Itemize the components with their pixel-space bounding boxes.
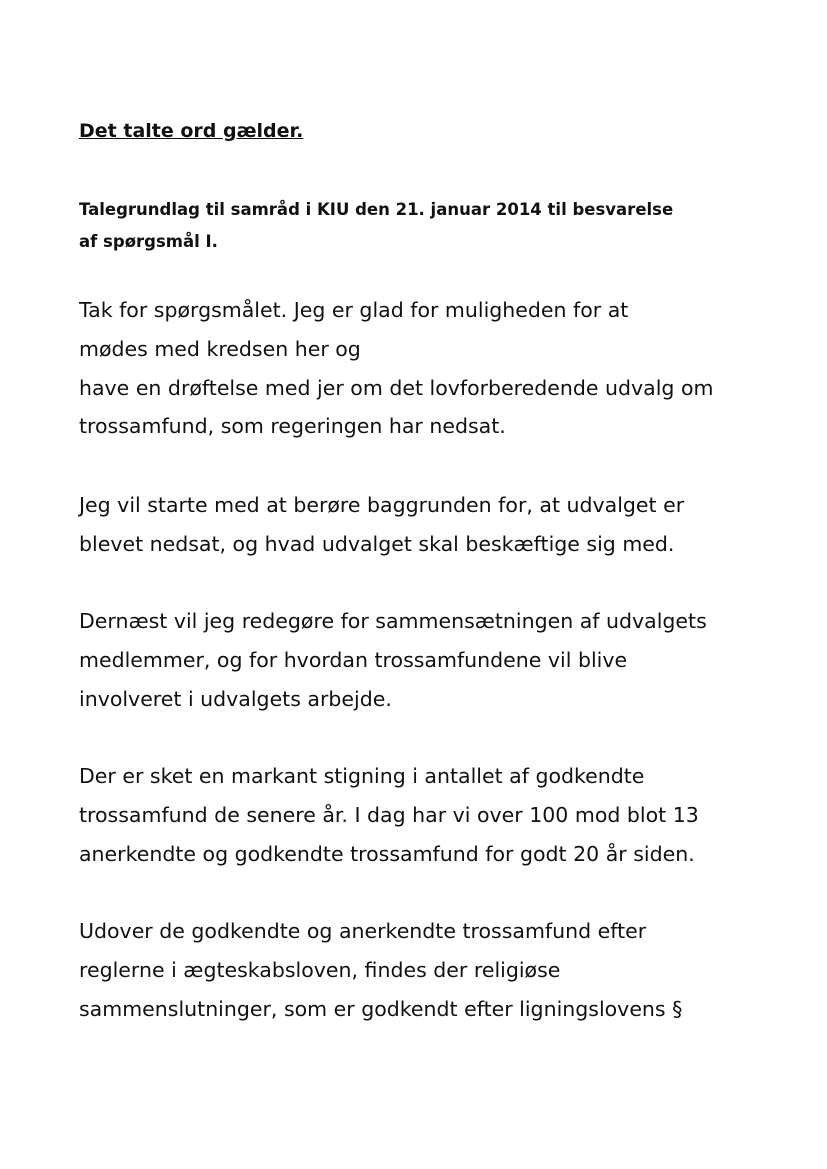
speech-subtitle (79, 194, 759, 258)
paragraph-intro (79, 291, 779, 446)
text-line: involveret i udvalgets arbejde. (79, 686, 392, 711)
subtitle-line: af spørgsmål I. (79, 232, 218, 251)
text-line: trossamfund de senere år. I dag har vi over 100 mod blot 13 (79, 802, 699, 827)
paragraph-other-communities (79, 912, 779, 1028)
text-line: Jeg vil starte med at berøre baggrunden for, at udvalget er (79, 493, 685, 517)
spoken-word-notice: Det talte ord gælder. (79, 120, 304, 142)
text-line: blevet nedsat, og hvad udvalget skal beskæftige sig med. (79, 531, 675, 556)
paragraph-growth (79, 757, 779, 873)
text-line: have en drøftelse med jer om det lovforberedende udvalg om (79, 375, 714, 400)
text-line: reglerne i ægteskabsloven, findes der religiøse (79, 957, 561, 982)
paragraph-composition (79, 602, 779, 718)
text-line: anerkendte og godkendte trossamfund for godt 20 år siden. (79, 841, 695, 866)
text-line: medlemmer, og for hvordan trossamfundene vil blive (79, 647, 628, 672)
text-line: Dernæst vil jeg redegøre for sammensætningen af udvalgets (79, 609, 707, 633)
paragraph-background (79, 486, 779, 564)
text-line: Udover de godkendte og anerkendte trossamfund efter (79, 919, 647, 943)
text-line: trossamfund, som regeringen har nedsat. (79, 414, 506, 439)
text-line: Tak for spørgsmålet. Jeg er glad for muligheden for at (79, 298, 629, 322)
text-line: mødes med kredsen her og (79, 336, 361, 361)
text-line: sammenslutninger, som er godkendt efter ligningslovens § (79, 996, 683, 1021)
text-line: Der er sket en markant stigning i antallet af godkendte (79, 764, 645, 788)
subtitle-line: Talegrundlag til samråd i KIU den 21. januar 2014 til besvarelse (79, 200, 674, 219)
